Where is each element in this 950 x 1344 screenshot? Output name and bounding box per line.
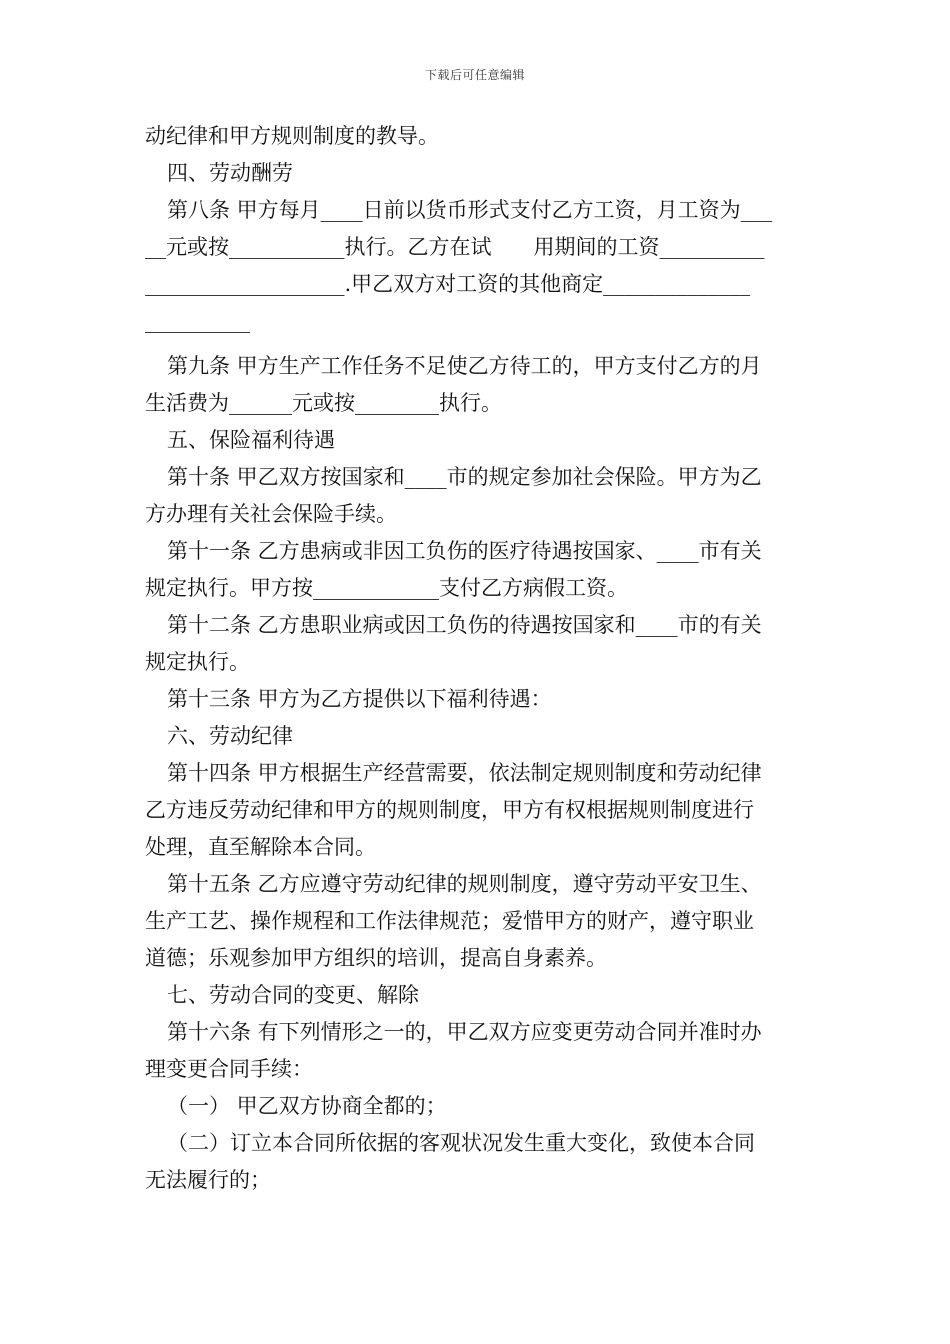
article-15-line: 道德；乐观参加甲方组织的培训，提高自身素养。: [145, 946, 607, 970]
article-12-line: 第十二条 乙方患职业病或因工负伤的待遇按国家和____市的有关: [167, 613, 762, 637]
article-11-line: 规定执行。甲方按____________支付乙方病假工资。: [145, 576, 628, 600]
article-15-line: 生产工艺、操作规程和工作法律规范；爱惜甲方的财产，遵守职业: [145, 909, 754, 933]
article-16-line: 第十六条 有下列情形之一的，甲乙双方应变更劳动合同并准时办: [167, 1020, 762, 1044]
article-14-line: 处理，直至解除本合同。: [145, 835, 376, 859]
list-item-2: （二）订立本合同所依据的客观状况发生重大变化，致使本合同: [167, 1131, 755, 1155]
article-9-line: 生活费为______元或按________执行。: [145, 391, 502, 415]
section-heading-insurance: 五、保险福利待遇: [167, 428, 335, 452]
article-15-line: 第十五条 乙方应遵守劳动纪律的规则制度，遵守劳动平安卫生、: [167, 872, 762, 896]
article-14-line: 第十四条 甲方根据生产经营需要，依法制定规则制度和劳动纪律: [167, 761, 762, 785]
article-8-line: ___________________.甲乙双方对工资的其他商定______________: [145, 272, 751, 296]
text-line: 动纪律和甲方规则制度的教导。: [145, 124, 439, 148]
article-12-line: 规定执行。: [145, 650, 250, 674]
list-item-2: 无法履行的；: [145, 1168, 271, 1192]
article-9-line: 第九条 甲方生产工作任务不足使乙方待工的，甲方支付乙方的月: [167, 354, 762, 378]
section-heading-remuneration: 四、劳动酬劳: [167, 161, 293, 185]
article-16-line: 理变更合同手续：: [145, 1057, 313, 1081]
article-8-line: __________: [145, 309, 250, 333]
article-14-line: 乙方违反劳动纪律和甲方的规则制度，甲方有权根据规则制度进行: [145, 798, 754, 822]
section-heading-contract-change: 七、劳动合同的变更、解除: [167, 983, 419, 1007]
section-heading-discipline: 六、劳动纪律: [167, 724, 293, 748]
article-10-line: 第十条 甲乙双方按国家和____市的规定参加社会保险。甲方为乙: [167, 465, 762, 489]
article-10-line: 方办理有关社会保险手续。: [145, 502, 397, 526]
article-8-line: __元或按___________执行。乙方在试 用期间的工资__________: [145, 235, 765, 259]
article-13-line: 第十三条 甲方为乙方提供以下福利待遇：: [167, 687, 552, 711]
article-8-line: 第八条 甲方每月____日前以货币形式支付乙方工资，月工资为___: [167, 198, 773, 222]
list-item-1: （一） 甲乙双方协商全都的；: [167, 1094, 447, 1118]
article-11-line: 第十一条 乙方患病或非因工负伤的医疗待遇按国家、____市有关: [167, 539, 762, 563]
document-body: [145, 118, 810, 1199]
page-header: 下载后可任意编辑: [424, 68, 525, 82]
